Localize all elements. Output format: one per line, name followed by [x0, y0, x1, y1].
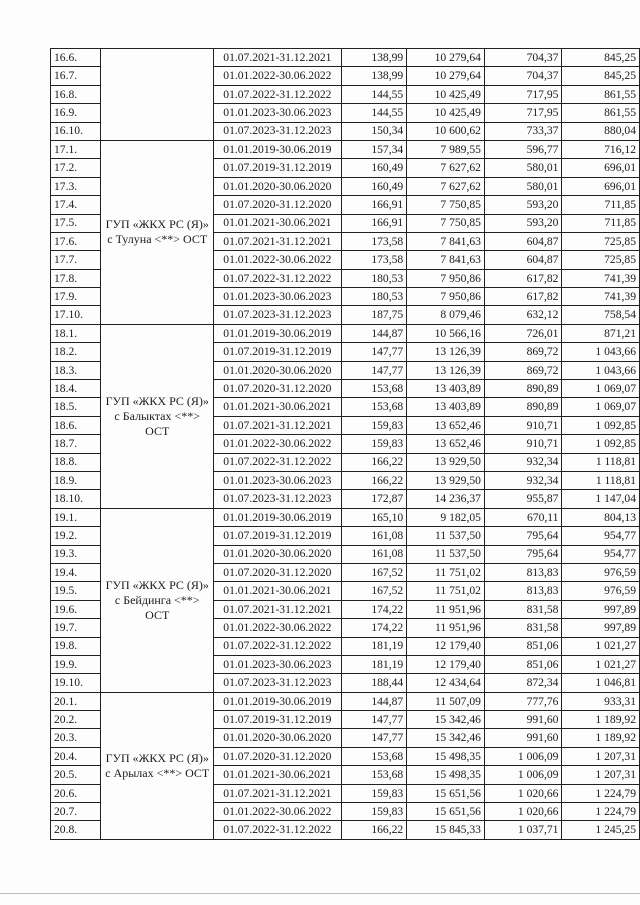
period-cell: 01.01.2019-30.06.2019: [214, 508, 341, 526]
tariff-value-4: 954,77: [562, 527, 640, 545]
tariff-value-4: 871,21: [562, 324, 640, 342]
tariff-value-3: 704,37: [484, 67, 561, 85]
tariff-value-2: 7 750,85: [407, 214, 485, 232]
tariff-value-1: 173,58: [341, 251, 407, 269]
organization-cell: [101, 508, 214, 692]
period-cell: 01.01.2023-30.06.2023: [214, 471, 341, 489]
tariff-value-3: 617,82: [484, 288, 561, 306]
tariff-value-4: 1 021,27: [562, 637, 640, 655]
tariff-value-4: 804,13: [562, 508, 640, 526]
tariff-value-1: 161,08: [341, 527, 407, 545]
organization-name-line: ГУП «ЖКХ РС (Я)»: [105, 393, 209, 408]
tariff-value-1: 166,22: [341, 471, 407, 489]
tariff-value-2: 7 627,62: [407, 177, 485, 195]
tariff-value-3: 593,20: [484, 196, 561, 214]
tariff-value-2: 10 279,64: [407, 67, 485, 85]
tariff-value-1: 144,55: [341, 85, 407, 103]
organization-cell: [101, 324, 214, 508]
tariff-value-2: 10 425,49: [407, 104, 485, 122]
tariff-value-4: 845,25: [562, 49, 640, 67]
tariff-value-1: 181,19: [341, 655, 407, 673]
tariff-value-4: 711,85: [562, 214, 640, 232]
period-cell: 01.07.2020-31.12.2020: [214, 563, 341, 581]
period-cell: 01.07.2019-31.12.2019: [214, 159, 341, 177]
tariff-value-3: 604,87: [484, 251, 561, 269]
tariff-value-2: 7 841,63: [407, 232, 485, 250]
tariff-value-4: 954,77: [562, 545, 640, 563]
organization-name-line: с Арылах <**> ОСТ: [105, 765, 210, 780]
tariff-value-4: 1 147,04: [562, 490, 640, 508]
period-cell: 01.07.2020-31.12.2020: [214, 747, 341, 765]
tariff-value-2: 11 951,96: [407, 619, 485, 637]
tariff-value-2: 10 566,16: [407, 324, 485, 342]
tariff-value-1: 172,87: [341, 490, 407, 508]
row-number: 19.1.: [51, 508, 101, 526]
row-number: 19.2.: [51, 527, 101, 545]
organization-name-line: с Балыктах <**>: [114, 408, 201, 423]
tariff-value-1: 138,99: [341, 49, 407, 67]
tariff-value-2: 13 126,39: [407, 361, 485, 379]
tariff-value-3: 851,06: [484, 655, 561, 673]
period-cell: 01.07.2023-31.12.2023: [214, 306, 341, 324]
tariff-value-4: 1 043,66: [562, 361, 640, 379]
period-cell: 01.01.2023-30.06.2023: [214, 104, 341, 122]
tariff-value-3: 851,06: [484, 637, 561, 655]
tariff-value-3: 813,83: [484, 582, 561, 600]
row-number: 20.3.: [51, 729, 101, 747]
tariff-value-4: 976,59: [562, 582, 640, 600]
tariff-value-4: 725,85: [562, 251, 640, 269]
tariff-value-4: 1 189,92: [562, 729, 640, 747]
period-cell: 01.01.2019-30.06.2019: [214, 140, 341, 158]
period-cell: 01.01.2020-30.06.2020: [214, 545, 341, 563]
tariff-value-3: 1 020,66: [484, 803, 561, 821]
row-number: 19.10.: [51, 674, 101, 692]
row-number: 19.7.: [51, 619, 101, 637]
period-cell: 01.07.2019-31.12.2019: [214, 527, 341, 545]
period-cell: 01.07.2023-31.12.2023: [214, 122, 341, 140]
tariff-value-2: 13 126,39: [407, 343, 485, 361]
tariff-value-3: 872,34: [484, 674, 561, 692]
tariff-value-1: 180,53: [341, 288, 407, 306]
table-row: [51, 324, 640, 342]
tariff-value-3: 704,37: [484, 49, 561, 67]
period-cell: 01.01.2022-30.06.2022: [214, 803, 341, 821]
tariff-value-1: 144,87: [341, 324, 407, 342]
organization-name-line: ГУП «ЖКХ РС (Я)»: [105, 577, 209, 592]
tariff-value-3: 580,01: [484, 177, 561, 195]
period-cell: 01.01.2020-30.06.2020: [214, 361, 341, 379]
tariff-value-3: 632,12: [484, 306, 561, 324]
period-cell: 01.01.2020-30.06.2020: [214, 729, 341, 747]
tariff-value-1: 167,52: [341, 582, 407, 600]
tariff-value-2: 13 929,50: [407, 453, 485, 471]
row-number: 18.7.: [51, 435, 101, 453]
tariff-value-2: 13 403,89: [407, 398, 485, 416]
tariff-value-1: 160,49: [341, 159, 407, 177]
tariff-value-2: 15 498,35: [407, 766, 485, 784]
period-cell: 01.07.2022-31.12.2022: [214, 85, 341, 103]
tariff-value-2: 14 236,37: [407, 490, 485, 508]
tariff-value-2: 7 627,62: [407, 159, 485, 177]
period-cell: 01.07.2019-31.12.2019: [214, 711, 341, 729]
row-number: 19.3.: [51, 545, 101, 563]
organization-name-line: ГУП «ЖКХ РС (Я)»: [105, 750, 209, 765]
row-number: 20.1.: [51, 692, 101, 710]
row-number: 18.10.: [51, 490, 101, 508]
tariff-value-4: 725,85: [562, 232, 640, 250]
period-cell: 01.01.2023-30.06.2023: [214, 655, 341, 673]
tariff-value-2: 13 652,46: [407, 416, 485, 434]
tariff-value-1: 147,77: [341, 729, 407, 747]
tariff-value-2: 12 179,40: [407, 655, 485, 673]
period-cell: 01.07.2021-31.12.2021: [214, 784, 341, 802]
tariff-value-3: 593,20: [484, 214, 561, 232]
tariff-value-2: 9 182,05: [407, 508, 485, 526]
row-number: 20.7.: [51, 803, 101, 821]
tariff-value-4: 1 118,81: [562, 471, 640, 489]
tariff-value-3: 831,58: [484, 600, 561, 618]
tariff-value-2: 13 403,89: [407, 380, 485, 398]
row-number: 16.9.: [51, 104, 101, 122]
period-cell: 01.07.2021-31.12.2021: [214, 416, 341, 434]
tariff-value-2: 12 179,40: [407, 637, 485, 655]
tariff-value-4: 1 046,81: [562, 674, 640, 692]
tariff-value-3: 890,89: [484, 398, 561, 416]
tariff-value-1: 173,58: [341, 232, 407, 250]
period-cell: 01.07.2020-31.12.2020: [214, 196, 341, 214]
tariff-value-4: 1 021,27: [562, 655, 640, 673]
tariff-value-3: 1 006,09: [484, 747, 561, 765]
tariff-value-3: 670,11: [484, 508, 561, 526]
period-cell: 01.07.2022-31.12.2022: [214, 453, 341, 471]
tariff-table: [50, 48, 640, 840]
tariff-value-2: 7 950,86: [407, 288, 485, 306]
tariff-value-1: 159,83: [341, 784, 407, 802]
tariff-value-1: 159,83: [341, 435, 407, 453]
tariff-value-4: 997,89: [562, 619, 640, 637]
table-row: [51, 508, 640, 526]
table-row: [51, 49, 640, 67]
tariff-value-1: 166,22: [341, 453, 407, 471]
organization-name-line: ОСТ: [145, 423, 170, 438]
period-cell: 01.01.2023-30.06.2023: [214, 288, 341, 306]
row-number: 17.1.: [51, 140, 101, 158]
tariff-value-1: 174,22: [341, 619, 407, 637]
tariff-value-2: 15 342,46: [407, 711, 485, 729]
tariff-value-4: 1 069,07: [562, 398, 640, 416]
tariff-value-4: 1 118,81: [562, 453, 640, 471]
organization-cell: [101, 140, 214, 324]
tariff-value-1: 153,68: [341, 380, 407, 398]
period-cell: 01.01.2019-30.06.2019: [214, 324, 341, 342]
tariff-table-body: [51, 49, 640, 840]
period-cell: 01.07.2019-31.12.2019: [214, 343, 341, 361]
tariff-value-1: 144,87: [341, 692, 407, 710]
tariff-value-3: 726,01: [484, 324, 561, 342]
tariff-value-1: 161,08: [341, 545, 407, 563]
row-number: 18.2.: [51, 343, 101, 361]
tariff-value-2: 7 841,63: [407, 251, 485, 269]
row-number: 17.3.: [51, 177, 101, 195]
tariff-value-2: 15 342,46: [407, 729, 485, 747]
row-number: 16.8.: [51, 85, 101, 103]
tariff-value-1: 174,22: [341, 600, 407, 618]
tariff-value-3: 910,71: [484, 416, 561, 434]
tariff-value-2: 7 750,85: [407, 196, 485, 214]
period-cell: 01.07.2022-31.12.2022: [214, 269, 341, 287]
period-cell: 01.01.2022-30.06.2022: [214, 67, 341, 85]
period-cell: 01.07.2023-31.12.2023: [214, 674, 341, 692]
tariff-value-4: 845,25: [562, 67, 640, 85]
tariff-value-1: 147,77: [341, 343, 407, 361]
organization-cell: [101, 49, 214, 141]
tariff-value-4: 861,55: [562, 104, 640, 122]
tariff-value-3: 831,58: [484, 619, 561, 637]
period-cell: 01.07.2021-31.12.2021: [214, 49, 341, 67]
tariff-value-1: 167,52: [341, 563, 407, 581]
row-number: 18.8.: [51, 453, 101, 471]
row-number: 16.6.: [51, 49, 101, 67]
tariff-value-4: 741,39: [562, 269, 640, 287]
organization-name-line: с Бейдинга <**>: [114, 592, 200, 607]
tariff-value-3: 955,87: [484, 490, 561, 508]
tariff-value-1: 159,83: [341, 416, 407, 434]
tariff-value-3: 777,76: [484, 692, 561, 710]
row-number: 20.8.: [51, 821, 101, 839]
tariff-value-2: 13 652,46: [407, 435, 485, 453]
row-number: 17.6.: [51, 232, 101, 250]
tariff-value-2: 13 929,50: [407, 471, 485, 489]
organization-cell: [101, 692, 214, 839]
row-number: 18.1.: [51, 324, 101, 342]
tariff-value-3: 795,64: [484, 545, 561, 563]
period-cell: 01.01.2021-30.06.2021: [214, 398, 341, 416]
row-number: 18.5.: [51, 398, 101, 416]
tariff-value-2: 10 279,64: [407, 49, 485, 67]
tariff-value-1: 147,77: [341, 711, 407, 729]
tariff-value-3: 1 006,09: [484, 766, 561, 784]
tariff-value-4: 758,54: [562, 306, 640, 324]
tariff-value-4: 976,59: [562, 563, 640, 581]
tariff-value-3: 910,71: [484, 435, 561, 453]
period-cell: 01.01.2022-30.06.2022: [214, 619, 341, 637]
tariff-value-2: 15 498,35: [407, 747, 485, 765]
tariff-value-3: 617,82: [484, 269, 561, 287]
tariff-value-4: 933,31: [562, 692, 640, 710]
tariff-value-3: 717,95: [484, 104, 561, 122]
row-number: 18.4.: [51, 380, 101, 398]
row-number: 19.6.: [51, 600, 101, 618]
tariff-value-3: 991,60: [484, 711, 561, 729]
tariff-value-4: 696,01: [562, 177, 640, 195]
tariff-value-3: 580,01: [484, 159, 561, 177]
tariff-value-1: 165,10: [341, 508, 407, 526]
tariff-value-1: 159,83: [341, 803, 407, 821]
tariff-value-4: 1 207,31: [562, 766, 640, 784]
tariff-value-1: 138,99: [341, 67, 407, 85]
tariff-value-1: 157,34: [341, 140, 407, 158]
tariff-value-1: 166,91: [341, 214, 407, 232]
tariff-value-3: 813,83: [484, 563, 561, 581]
tariff-value-4: 1 189,92: [562, 711, 640, 729]
row-number: 17.5.: [51, 214, 101, 232]
row-number: 17.2.: [51, 159, 101, 177]
row-number: 19.9.: [51, 655, 101, 673]
tariff-value-3: 869,72: [484, 343, 561, 361]
tariff-value-4: 1 092,85: [562, 416, 640, 434]
tariff-value-4: 997,89: [562, 600, 640, 618]
period-cell: 01.01.2022-30.06.2022: [214, 435, 341, 453]
tariff-value-2: 8 079,46: [407, 306, 485, 324]
tariff-value-3: 596,77: [484, 140, 561, 158]
period-cell: 01.07.2020-31.12.2020: [214, 380, 341, 398]
tariff-value-2: 15 651,56: [407, 803, 485, 821]
tariff-value-4: 1 245,25: [562, 821, 640, 839]
tariff-value-2: 11 507,09: [407, 692, 485, 710]
tariff-value-2: 11 537,50: [407, 527, 485, 545]
period-cell: 01.07.2021-31.12.2021: [214, 600, 341, 618]
tariff-value-4: 1 092,85: [562, 435, 640, 453]
tariff-value-3: 717,95: [484, 85, 561, 103]
tariff-value-1: 160,49: [341, 177, 407, 195]
tariff-value-2: 15 651,56: [407, 784, 485, 802]
period-cell: 01.07.2023-31.12.2023: [214, 490, 341, 508]
tariff-value-1: 187,75: [341, 306, 407, 324]
tariff-value-1: 188,44: [341, 674, 407, 692]
tariff-value-3: 932,34: [484, 471, 561, 489]
row-number: 18.6.: [51, 416, 101, 434]
page-bottom-edge: [0, 893, 640, 894]
row-number: 18.9.: [51, 471, 101, 489]
period-cell: 01.01.2019-30.06.2019: [214, 692, 341, 710]
tariff-value-1: 153,68: [341, 766, 407, 784]
period-cell: 01.01.2020-30.06.2020: [214, 177, 341, 195]
row-number: 20.5.: [51, 766, 101, 784]
row-number: 19.4.: [51, 563, 101, 581]
tariff-value-2: 11 951,96: [407, 600, 485, 618]
tariff-value-3: 932,34: [484, 453, 561, 471]
row-number: 20.6.: [51, 784, 101, 802]
tariff-value-2: 7 989,55: [407, 140, 485, 158]
tariff-value-2: 11 751,02: [407, 582, 485, 600]
tariff-value-4: 880,04: [562, 122, 640, 140]
tariff-value-1: 144,55: [341, 104, 407, 122]
organization-name-line: ГУП «ЖКХ РС (Я)»: [105, 217, 209, 232]
tariff-value-4: 861,55: [562, 85, 640, 103]
table-row: [51, 140, 640, 158]
tariff-value-1: 147,77: [341, 361, 407, 379]
tariff-value-4: 1 224,79: [562, 784, 640, 802]
tariff-value-3: 604,87: [484, 232, 561, 250]
row-number: 17.4.: [51, 196, 101, 214]
period-cell: 01.07.2022-31.12.2022: [214, 821, 341, 839]
row-number: 20.4.: [51, 747, 101, 765]
tariff-value-4: 1 207,31: [562, 747, 640, 765]
table-row: [51, 692, 640, 710]
row-number: 16.7.: [51, 67, 101, 85]
tariff-value-3: 733,37: [484, 122, 561, 140]
organization-name-line: ОСТ: [145, 607, 170, 622]
period-cell: 01.01.2022-30.06.2022: [214, 251, 341, 269]
tariff-value-1: 166,22: [341, 821, 407, 839]
tariff-value-3: 1 037,71: [484, 821, 561, 839]
tariff-value-1: 153,68: [341, 747, 407, 765]
tariff-value-2: 11 751,02: [407, 563, 485, 581]
period-cell: 01.07.2022-31.12.2022: [214, 637, 341, 655]
row-number: 19.5.: [51, 582, 101, 600]
tariff-value-1: 166,91: [341, 196, 407, 214]
tariff-value-3: 890,89: [484, 380, 561, 398]
tariff-value-2: 10 600,62: [407, 122, 485, 140]
row-number: 16.10.: [51, 122, 101, 140]
tariff-value-3: 1 020,66: [484, 784, 561, 802]
period-cell: 01.01.2021-30.06.2021: [214, 214, 341, 232]
tariff-value-1: 181,19: [341, 637, 407, 655]
tariff-value-2: 15 845,33: [407, 821, 485, 839]
row-number: 17.10.: [51, 306, 101, 324]
tariff-value-1: 153,68: [341, 398, 407, 416]
tariff-value-2: 11 537,50: [407, 545, 485, 563]
tariff-value-4: 1 069,07: [562, 380, 640, 398]
tariff-value-3: 795,64: [484, 527, 561, 545]
tariff-value-1: 150,34: [341, 122, 407, 140]
tariff-value-2: 10 425,49: [407, 85, 485, 103]
tariff-value-4: 711,85: [562, 196, 640, 214]
row-number: 17.8.: [51, 269, 101, 287]
row-number: 20.2.: [51, 711, 101, 729]
tariff-value-1: 180,53: [341, 269, 407, 287]
tariff-value-4: 696,01: [562, 159, 640, 177]
row-number: 19.8.: [51, 637, 101, 655]
tariff-value-4: 1 224,79: [562, 803, 640, 821]
organization-name-line: с Тулуна <**> ОСТ: [107, 232, 208, 247]
tariff-value-4: 1 043,66: [562, 343, 640, 361]
tariff-value-4: 716,12: [562, 140, 640, 158]
tariff-value-3: 991,60: [484, 729, 561, 747]
row-number: 17.7.: [51, 251, 101, 269]
row-number: 17.9.: [51, 288, 101, 306]
period-cell: 01.01.2021-30.06.2021: [214, 766, 341, 784]
period-cell: 01.01.2021-30.06.2021: [214, 582, 341, 600]
tariff-value-3: 869,72: [484, 361, 561, 379]
tariff-value-2: 7 950,86: [407, 269, 485, 287]
tariff-value-4: 741,39: [562, 288, 640, 306]
tariff-value-2: 12 434,64: [407, 674, 485, 692]
period-cell: 01.07.2021-31.12.2021: [214, 232, 341, 250]
row-number: 18.3.: [51, 361, 101, 379]
